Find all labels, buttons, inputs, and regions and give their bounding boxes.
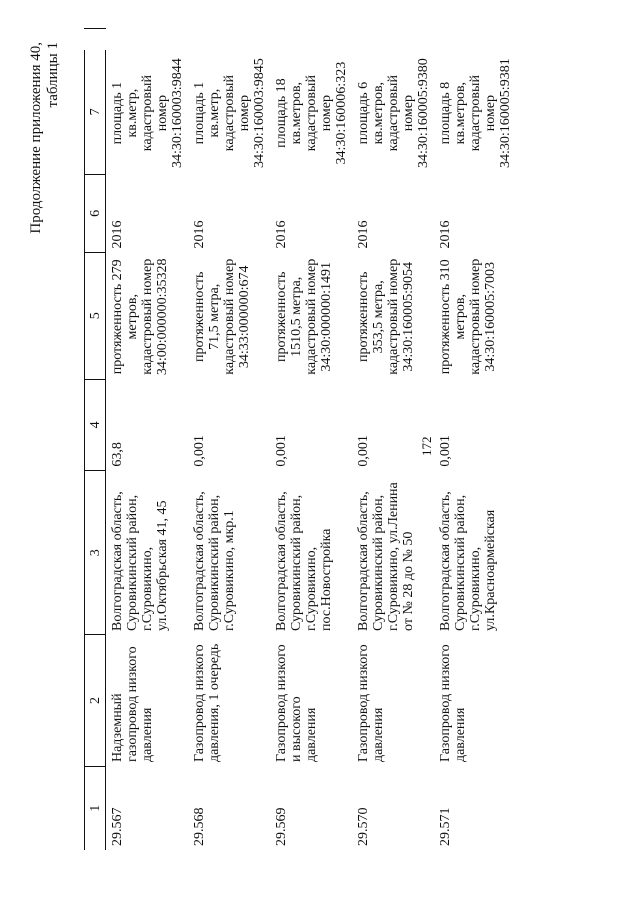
object-year: 2016 (274, 220, 289, 249)
object-value: 0,001 (192, 435, 207, 467)
column-header-4: 4 (85, 379, 106, 471)
page-number: 172 (419, 436, 434, 456)
object-year: 2016 (192, 220, 207, 249)
object-value: 0,001 (356, 435, 371, 467)
caption-line-1: Продолжение приложения 40, (28, 42, 44, 234)
table-row (106, 50, 189, 850)
object-address: Волгоградская область, Суровикинский район, г.Суровикино, ул.Ленина от № 28 до № 50 (356, 482, 416, 631)
column-header-2: 2 (85, 635, 106, 766)
object-extent: протяженность 279 метров, кадастровый номер 34:00:000000:35328 (110, 258, 170, 376)
object-year: 2016 (438, 220, 453, 249)
object-name: Газопровод низкого давления (356, 644, 386, 763)
column-header-3: 3 (85, 471, 106, 635)
registry-table (84, 50, 516, 850)
object-address: Волгоградская область, Суровикинский район, г.Суровикино, мкр.1 (192, 491, 237, 631)
land-plot-info: площадь 1 кв.метр, кадастровый номер 34:30:160003:9845 (192, 58, 267, 168)
land-plot-info: площадь 8 кв.метров, кадастровый номер 34:30:160005:9381 (438, 58, 513, 168)
object-name: Надземный газопровод низкого давления (110, 646, 155, 763)
object-year: 2016 (110, 220, 125, 249)
object-value: 0,001 (274, 435, 289, 467)
land-plot-info: площадь 18 кв.метров, кадастровый номер 34:30:160006:323 (274, 61, 349, 165)
table-row (434, 50, 516, 850)
row-number: 29.571 (438, 807, 453, 846)
column-header-1: 1 (85, 766, 106, 850)
row-number: 29.569 (274, 807, 289, 846)
row-number: 29.570 (356, 807, 371, 846)
land-plot-info: площадь 1 кв.метр, кадастровый номер 34:30:160003:9844 (110, 58, 185, 168)
table-row (352, 50, 434, 850)
land-plot-info: площадь 6 кв.метров, кадастровый номер 34:30:160005:9380 (356, 58, 431, 168)
object-address: Волгоградская область, Суровикинский район, г.Суровикино, ул.Красноармейская (438, 491, 498, 631)
object-extent: протяженность 71,5 метра, кадастровый номер 34:33:000000:674 (192, 258, 252, 375)
object-name: Газопровод низкого и высокого давления (274, 644, 319, 763)
table-row (270, 50, 352, 850)
object-address: Волгоградская область, Суровикинский район, г.Суровикино, пос.Новостройка (274, 491, 334, 631)
column-header-7: 7 (85, 50, 106, 174)
object-name: Газопровод низкого давления (438, 644, 468, 763)
column-header-5: 5 (85, 252, 106, 379)
table-row (188, 50, 270, 850)
column-number-row (85, 50, 106, 850)
caption-line-2: таблицы 1 (45, 42, 61, 108)
object-value: 0,001 (438, 435, 453, 467)
header-right-rule (84, 28, 106, 29)
table-caption (28, 42, 62, 262)
rotated-page-content (28, 30, 574, 850)
object-name: Газопровод низкого давления, 1 очередь (192, 643, 222, 763)
object-address: Волгоградская область, Суровикинский район, г.Суровикино, ул.Октябрьская 41, 45 (110, 491, 170, 631)
object-extent: протяженность 353,5 метра, кадастровый номер 34:30:160005:9054 (356, 258, 416, 375)
row-number: 29.567 (110, 807, 125, 846)
object-extent: протяженность 310 метров, кадастровый номер 34:30:160005:7003 (438, 258, 498, 375)
object-value: 63,8 (110, 442, 125, 467)
object-extent: протяженность 1510,5 метра, кадастровый номер 34:30:000000:1491 (274, 258, 334, 375)
column-header-6: 6 (85, 174, 106, 252)
object-year: 2016 (356, 220, 371, 249)
row-number: 29.568 (192, 807, 207, 846)
